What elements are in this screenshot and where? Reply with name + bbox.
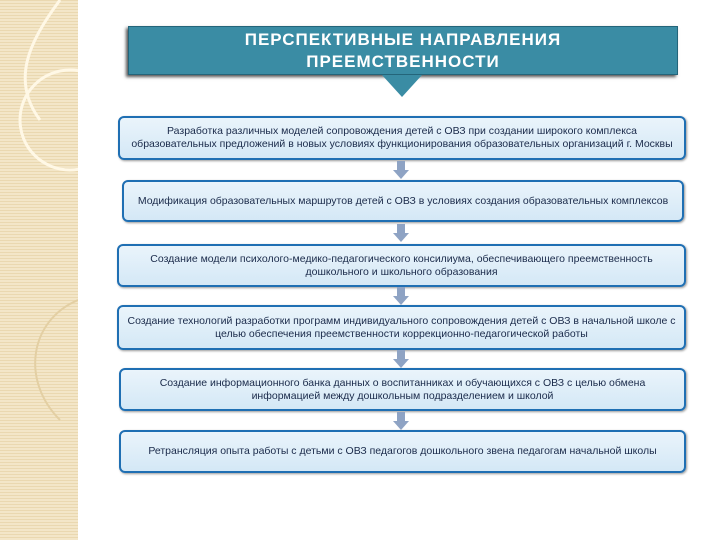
- title-pointer: [382, 75, 422, 97]
- step-box-6: Ретрансляция опыта работы с детьми с ОВЗ педагогов дошкольного звена педагогам начальной школы: [119, 430, 686, 473]
- step-box-4: Создание технологий разработки программ индивидуального сопровождения детей с ОВЗ в начальной школе с целью обеспечения преемственности коррекционно-педагогической работы: [117, 305, 686, 350]
- title-line-2: ПРЕЕМСТВЕННОСТИ: [306, 52, 500, 71]
- step-box-2: Модификация образовательных маршрутов детей с ОВЗ в условиях создания образовательных комплексов: [122, 180, 684, 222]
- arrow-down-icon: [393, 350, 409, 368]
- step-box-3: Создание модели психолого-медико-педагогического консилиума, обеспечивающего преемственность дошкольного и школьного образования: [117, 244, 686, 287]
- arrow-down-icon: [393, 161, 409, 179]
- step-box-1: Разработка различных моделей сопровождения детей с ОВЗ при создании широкого комплекса образовательных предложений в новых условиях функционирования образовательных организаций г. Москвы: [118, 116, 686, 160]
- arrow-down-icon: [393, 224, 409, 242]
- step-box-5: Создание информационного банка данных о воспитанниках и обучающихся с ОВЗ с целью обмена информацией между дошкольным подразделением и школой: [119, 368, 686, 411]
- decorative-sidebar: [0, 0, 78, 540]
- title-line-1: ПЕРСПЕКТИВНЫЕ НАПРАВЛЕНИЯ: [244, 30, 562, 49]
- arrow-down-icon: [393, 287, 409, 305]
- page-title: [128, 26, 678, 75]
- decorative-swirl-icon: [0, 0, 78, 540]
- arrow-down-icon: [393, 412, 409, 430]
